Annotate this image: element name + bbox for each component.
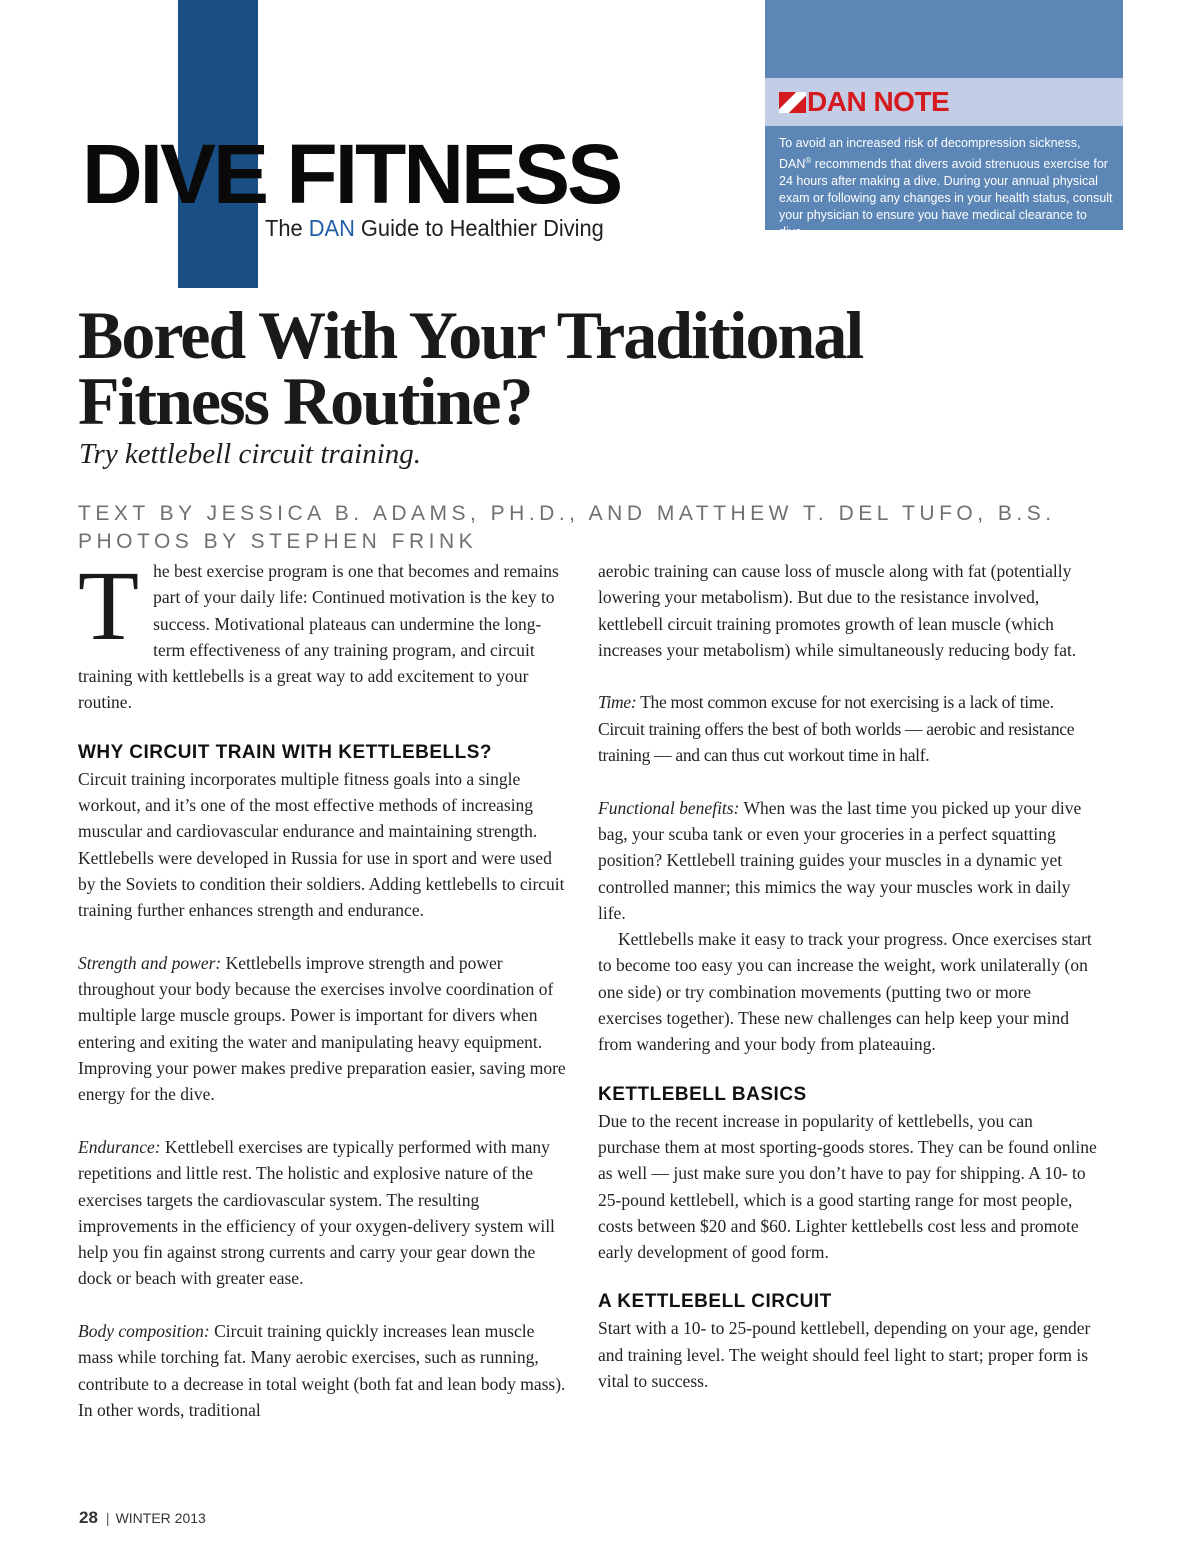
section-subtitle-brand: DAN [308,215,355,241]
article-headline [78,297,863,439]
body-composition-paragraph [78,1318,568,1423]
page-footer [79,1508,206,1528]
basics-paragraph: Due to the recent increase in popularity of kettlebells, you can purchase them at most sporting-goods stores. They can be found online as well — just make sure you don’t have to pay for shipping. A 10- to 25-pound kettlebell, which is a good starting range for most people, costs between $20 and $60. Lighter kettlebells cost less and promote early development of good form. [598,1110,1097,1263]
page-number: 28 [79,1508,98,1527]
strength-paragraph [78,950,568,1108]
time-text: The most common excuse for not exercising is a lack of time. Circuit training offers the best of both worlds — aerobic and resistance training — and can thus cut workout time in half. [598,692,1075,766]
time-paragraph [598,689,1098,768]
heading-kettlebell-basics: KETTLEBELL BASICS [598,1083,807,1105]
drop-cap: T [78,550,140,661]
functional-text: When was the last time you picked up your dive bag, your scuba tank or even your groceries in a perfect squatting position? Kettlebell training guides your muscles in a dynamic yet controlled manner; this mimics the way your muscles work in daily life. [598,797,1082,923]
heading-kettlebell-circuit: A KETTLEBELL CIRCUIT [598,1291,832,1313]
dan-note-header [765,78,1123,126]
strength-text: Kettlebells improve strength and power throughout your body because the exercises involve coordination of multiple large muscle groups. Power is important for divers when entering and exiting the water and manipulating heavy equipment. Improving your power makes predive preparation easier, saving more energy for the dive. [78,952,566,1105]
time-label: Time: [598,692,637,713]
byline-photos: PHOTOS BY STEPHEN FRINK [78,530,478,553]
footer-separator: | [105,1510,110,1526]
section-subtitle [265,215,604,242]
dive-flag-icon [779,92,806,113]
intro-paragraph [78,550,568,716]
issue-label: WINTER 2013 [115,1510,206,1526]
dan-note-text-2: recommends that divers avoid strenuous exercise for 24 hours after making a dive. During your annual physical exam or following any changes in your health status, consult your physician to ensure you have medical clearance to dive. [779,157,1113,240]
article-column-right [598,558,1098,1394]
progress-paragraph: Kettlebells make it easy to track your progress. Once exercises start to become too easy you can increase the weight, work unilaterally (on one side) or try combination movements (putting two or more exercises together). These new challenges can help keep your mind from wandering and your body from plateauing. [598,929,1092,1055]
functional-label: Functional benefits: [598,797,740,818]
section-subtitle-post: Guide to Healthier Diving [354,215,604,241]
headline-line-2: Fitness Routine? [78,363,532,439]
dan-note-box [765,0,1123,240]
section-subtitle-pre: The [265,215,309,241]
body-composition-continued: aerobic training can cause loss of muscle along with fat (potentially lowering your metabolism). But due to the resistance involved, kettlebell circuit training promotes growth of lean muscle (which increases your metabolism) while simultaneously reducing body fat. [598,561,1077,660]
headline-line-1: Bored With Your Traditional [78,297,863,373]
why-paragraph: Circuit training incorporates multiple fitness goals into a single workout, and it’s one of the most effective methods of increasing muscular and cardiovascular endurance and maintaining strength. Kettlebells were developed in Russia for use in sport and were used by the Soviets to condition their soldiers. Adding kettlebells to circuit training further enhances strength and endurance. [78,768,565,921]
dan-note-text [779,135,1115,241]
dan-note-title: DAN NOTE [807,86,950,117]
article-column-left [78,550,568,1423]
circuit-paragraph: Start with a 10- to 25-pound kettlebell, depending on your age, gender and training level. The weight should feel light to start; proper form is vital to success. [598,1318,1091,1392]
dan-note-text-1: To avoid an increased risk of decompression sickness, DAN [779,136,1081,172]
article-deck: Try kettlebell circuit training. [79,438,422,470]
article-byline [78,500,1056,556]
intro-text: he best exercise program is one that becomes and remains part of your daily life: Continued motivation is the key to success. Motivational plateaus can undermine the long-term effectiveness of any training program, and circuit training with kettlebells is a great way to add excitement to your routine. [78,561,559,713]
functional-paragraph [598,795,1098,926]
registered-mark: ® [805,156,812,165]
heading-why-circuit: WHY CIRCUIT TRAIN WITH KETTLEBELLS? [78,741,493,763]
body-composition-text: Circuit training quickly increases lean muscle mass while torching fat. Many aerobic exercises, such as running, contribute to a decrease in total weight (both fat and lean body mass). In other words, traditional [78,1321,566,1420]
strength-label: Strength and power: [78,952,222,973]
endurance-paragraph [78,1134,568,1292]
byline-text: TEXT BY JESSICA B. ADAMS, PH.D., AND MATTHEW T. DEL TUFO, B.S. [78,502,1056,525]
body-composition-label: Body composition: [78,1321,210,1342]
endurance-text: Kettlebell exercises are typically performed with many repetitions and little rest. The holistic and explosive nature of the exercises targets the cardiovascular system. The resulting improvements in the efficiency of your oxygen-delivery system will help you fin against strong currents and carry your gear down the dock or beach with greater ease. [78,1136,555,1289]
section-title: DIVE FITNESS [82,127,621,221]
endurance-label: Endurance: [78,1136,161,1157]
